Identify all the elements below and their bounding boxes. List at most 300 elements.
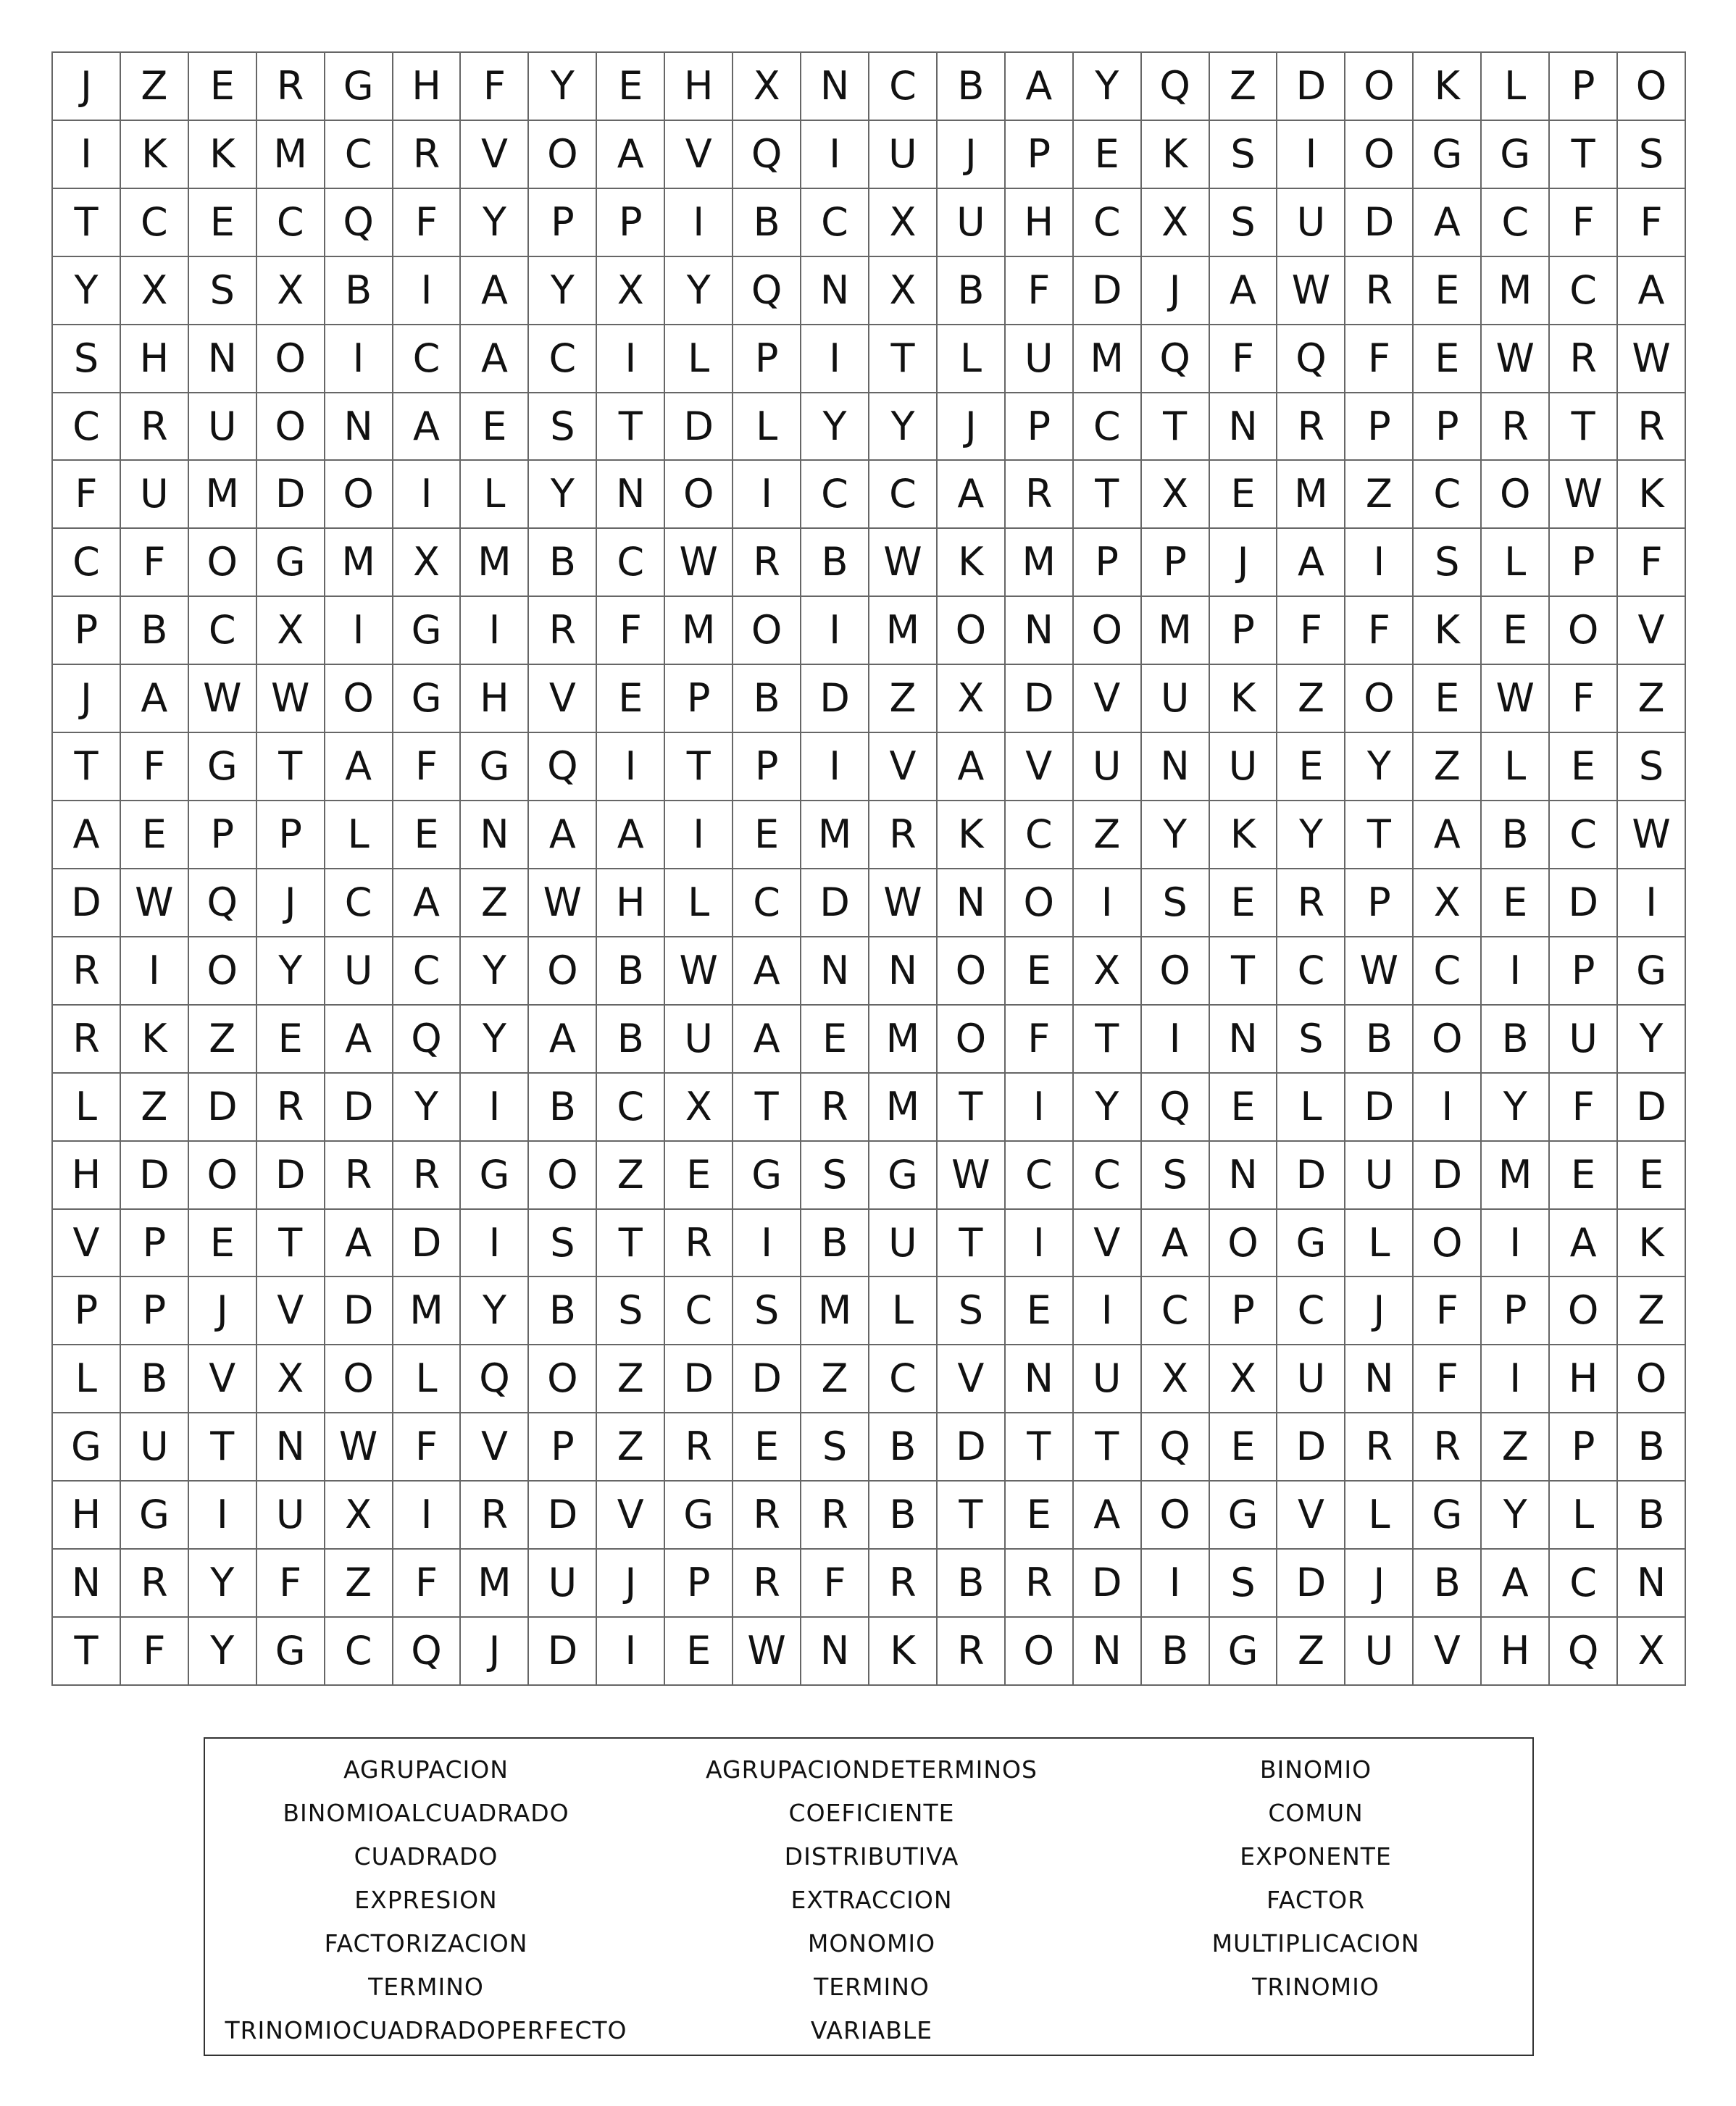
grid-cell[interactable]: U bbox=[121, 461, 189, 529]
grid-cell[interactable]: I bbox=[1345, 529, 1414, 597]
grid-cell[interactable]: Z bbox=[121, 1074, 189, 1142]
grid-cell[interactable]: J bbox=[257, 869, 325, 937]
grid-cell[interactable]: C bbox=[393, 325, 462, 393]
grid-cell[interactable]: Q bbox=[461, 1345, 529, 1413]
grid-cell[interactable]: P bbox=[529, 189, 597, 257]
grid-cell[interactable]: N bbox=[189, 325, 257, 393]
grid-cell[interactable]: O bbox=[529, 937, 597, 1006]
grid-cell[interactable]: O bbox=[938, 597, 1006, 665]
grid-cell[interactable]: C bbox=[1414, 937, 1482, 1006]
grid-cell[interactable]: A bbox=[1414, 189, 1482, 257]
grid-cell[interactable]: Z bbox=[1414, 733, 1482, 801]
grid-cell[interactable]: R bbox=[53, 937, 121, 1006]
grid-cell[interactable]: F bbox=[1618, 529, 1686, 597]
grid-cell[interactable]: Q bbox=[325, 189, 393, 257]
grid-cell[interactable]: B bbox=[121, 597, 189, 665]
grid-cell[interactable]: Y bbox=[461, 937, 529, 1006]
grid-cell[interactable]: Q bbox=[733, 257, 801, 325]
grid-cell[interactable]: S bbox=[1142, 869, 1210, 937]
grid-cell[interactable]: A bbox=[325, 1006, 393, 1074]
grid-cell[interactable]: L bbox=[1550, 1482, 1618, 1550]
grid-cell[interactable]: P bbox=[121, 1210, 189, 1278]
grid-cell[interactable]: S bbox=[529, 393, 597, 461]
grid-cell[interactable]: R bbox=[1550, 325, 1618, 393]
grid-cell[interactable]: C bbox=[1074, 1142, 1142, 1210]
grid-cell[interactable]: O bbox=[938, 937, 1006, 1006]
grid-cell[interactable]: T bbox=[53, 733, 121, 801]
grid-cell[interactable]: F bbox=[1006, 1006, 1074, 1074]
grid-cell[interactable]: N bbox=[461, 801, 529, 869]
grid-cell[interactable]: F bbox=[1414, 1345, 1482, 1413]
grid-cell[interactable]: F bbox=[1345, 597, 1414, 665]
grid-cell[interactable]: B bbox=[938, 53, 1006, 121]
grid-cell[interactable]: I bbox=[1142, 1006, 1210, 1074]
grid-cell[interactable]: G bbox=[1482, 121, 1550, 189]
grid-cell[interactable]: R bbox=[257, 1074, 325, 1142]
grid-cell[interactable]: V bbox=[665, 121, 733, 189]
grid-cell[interactable]: Q bbox=[1142, 1074, 1210, 1142]
grid-cell[interactable]: B bbox=[121, 1345, 189, 1413]
grid-cell[interactable]: O bbox=[1210, 1210, 1278, 1278]
grid-cell[interactable]: D bbox=[1006, 665, 1074, 733]
grid-cell[interactable]: N bbox=[801, 257, 869, 325]
grid-cell[interactable]: I bbox=[189, 1482, 257, 1550]
grid-cell[interactable]: T bbox=[53, 1618, 121, 1686]
grid-cell[interactable]: F bbox=[393, 733, 462, 801]
grid-cell[interactable]: F bbox=[257, 1550, 325, 1618]
grid-cell[interactable]: E bbox=[1210, 461, 1278, 529]
grid-cell[interactable]: H bbox=[665, 53, 733, 121]
grid-cell[interactable]: N bbox=[1210, 1006, 1278, 1074]
grid-cell[interactable]: S bbox=[53, 325, 121, 393]
grid-cell[interactable]: E bbox=[257, 1006, 325, 1074]
grid-cell[interactable]: S bbox=[1142, 1142, 1210, 1210]
grid-cell[interactable]: E bbox=[189, 189, 257, 257]
grid-cell[interactable]: A bbox=[597, 121, 665, 189]
grid-cell[interactable]: B bbox=[869, 1413, 938, 1482]
grid-cell[interactable]: O bbox=[1550, 597, 1618, 665]
grid-cell[interactable]: W bbox=[189, 665, 257, 733]
grid-cell[interactable]: J bbox=[597, 1550, 665, 1618]
grid-cell[interactable]: L bbox=[1277, 1074, 1345, 1142]
grid-cell[interactable]: C bbox=[869, 1345, 938, 1413]
grid-cell[interactable]: G bbox=[1618, 937, 1686, 1006]
grid-cell[interactable]: G bbox=[461, 733, 529, 801]
grid-cell[interactable]: E bbox=[461, 393, 529, 461]
grid-cell[interactable]: B bbox=[801, 529, 869, 597]
grid-cell[interactable]: L bbox=[665, 325, 733, 393]
grid-cell[interactable]: K bbox=[1618, 1210, 1686, 1278]
grid-cell[interactable]: B bbox=[1618, 1482, 1686, 1550]
grid-cell[interactable]: L bbox=[733, 393, 801, 461]
grid-cell[interactable]: V bbox=[189, 1345, 257, 1413]
grid-cell[interactable]: C bbox=[733, 869, 801, 937]
grid-cell[interactable]: F bbox=[1210, 325, 1278, 393]
grid-cell[interactable]: F bbox=[1006, 257, 1074, 325]
grid-cell[interactable]: X bbox=[1142, 461, 1210, 529]
grid-cell[interactable]: P bbox=[1550, 529, 1618, 597]
grid-cell[interactable]: W bbox=[1277, 257, 1345, 325]
grid-cell[interactable]: Z bbox=[801, 1345, 869, 1413]
grid-cell[interactable]: X bbox=[869, 189, 938, 257]
grid-cell[interactable]: R bbox=[1345, 257, 1414, 325]
grid-cell[interactable]: C bbox=[1550, 257, 1618, 325]
grid-cell[interactable]: G bbox=[189, 733, 257, 801]
grid-cell[interactable]: N bbox=[801, 53, 869, 121]
grid-cell[interactable]: L bbox=[938, 325, 1006, 393]
grid-cell[interactable]: C bbox=[801, 461, 869, 529]
grid-cell[interactable]: R bbox=[665, 1210, 733, 1278]
grid-cell[interactable]: B bbox=[597, 937, 665, 1006]
grid-cell[interactable]: A bbox=[1074, 1482, 1142, 1550]
grid-cell[interactable]: D bbox=[665, 393, 733, 461]
grid-cell[interactable]: E bbox=[1006, 937, 1074, 1006]
grid-cell[interactable]: D bbox=[325, 1074, 393, 1142]
grid-cell[interactable]: P bbox=[1006, 393, 1074, 461]
grid-cell[interactable]: Q bbox=[529, 733, 597, 801]
grid-cell[interactable]: T bbox=[938, 1210, 1006, 1278]
grid-cell[interactable]: I bbox=[1074, 1277, 1142, 1345]
grid-cell[interactable]: O bbox=[1006, 1618, 1074, 1686]
grid-cell[interactable]: C bbox=[1414, 461, 1482, 529]
grid-cell[interactable]: O bbox=[1006, 869, 1074, 937]
grid-cell[interactable]: Z bbox=[121, 53, 189, 121]
grid-cell[interactable]: Q bbox=[1142, 1413, 1210, 1482]
grid-cell[interactable]: O bbox=[1414, 1006, 1482, 1074]
grid-cell[interactable]: U bbox=[869, 1210, 938, 1278]
grid-cell[interactable]: F bbox=[1414, 1277, 1482, 1345]
grid-cell[interactable]: H bbox=[121, 325, 189, 393]
grid-cell[interactable]: N bbox=[1006, 1345, 1074, 1413]
grid-cell[interactable]: C bbox=[325, 121, 393, 189]
grid-cell[interactable]: K bbox=[1618, 461, 1686, 529]
grid-cell[interactable]: J bbox=[938, 121, 1006, 189]
grid-cell[interactable]: P bbox=[1482, 1277, 1550, 1345]
grid-cell[interactable]: U bbox=[1074, 1345, 1142, 1413]
grid-cell[interactable]: Y bbox=[869, 393, 938, 461]
grid-cell[interactable]: K bbox=[938, 801, 1006, 869]
grid-cell[interactable]: K bbox=[1210, 801, 1278, 869]
grid-cell[interactable]: B bbox=[733, 665, 801, 733]
grid-cell[interactable]: E bbox=[1414, 257, 1482, 325]
grid-cell[interactable]: O bbox=[529, 121, 597, 189]
grid-cell[interactable]: W bbox=[1345, 937, 1414, 1006]
grid-cell[interactable]: B bbox=[529, 1074, 597, 1142]
grid-cell[interactable]: P bbox=[1345, 393, 1414, 461]
grid-cell[interactable]: X bbox=[121, 257, 189, 325]
grid-cell[interactable]: H bbox=[53, 1482, 121, 1550]
grid-cell[interactable]: Z bbox=[1482, 1413, 1550, 1482]
grid-cell[interactable]: E bbox=[1210, 1074, 1278, 1142]
grid-cell[interactable]: D bbox=[393, 1210, 462, 1278]
grid-cell[interactable]: T bbox=[869, 325, 938, 393]
grid-cell[interactable]: O bbox=[325, 665, 393, 733]
grid-cell[interactable]: U bbox=[189, 393, 257, 461]
grid-cell[interactable]: D bbox=[529, 1618, 597, 1686]
grid-cell[interactable]: A bbox=[53, 801, 121, 869]
grid-cell[interactable]: O bbox=[1345, 53, 1414, 121]
grid-cell[interactable]: P bbox=[1210, 597, 1278, 665]
grid-cell[interactable]: M bbox=[257, 121, 325, 189]
grid-cell[interactable]: S bbox=[801, 1142, 869, 1210]
grid-cell[interactable]: V bbox=[1074, 665, 1142, 733]
grid-cell[interactable]: P bbox=[1550, 1413, 1618, 1482]
grid-cell[interactable]: Z bbox=[1210, 53, 1278, 121]
grid-cell[interactable]: W bbox=[869, 529, 938, 597]
grid-cell[interactable]: M bbox=[1277, 461, 1345, 529]
grid-cell[interactable]: O bbox=[325, 461, 393, 529]
grid-cell[interactable]: A bbox=[1414, 801, 1482, 869]
grid-cell[interactable]: Y bbox=[1142, 801, 1210, 869]
grid-cell[interactable]: K bbox=[1414, 53, 1482, 121]
grid-cell[interactable]: E bbox=[1618, 1142, 1686, 1210]
grid-cell[interactable]: F bbox=[121, 529, 189, 597]
grid-cell[interactable]: R bbox=[121, 1550, 189, 1618]
grid-cell[interactable]: A bbox=[733, 937, 801, 1006]
grid-cell[interactable]: M bbox=[461, 529, 529, 597]
grid-cell[interactable]: E bbox=[1414, 325, 1482, 393]
grid-cell[interactable]: M bbox=[1142, 597, 1210, 665]
grid-cell[interactable]: R bbox=[869, 801, 938, 869]
grid-cell[interactable]: O bbox=[1550, 1277, 1618, 1345]
grid-cell[interactable]: A bbox=[1142, 1210, 1210, 1278]
grid-cell[interactable]: Q bbox=[189, 869, 257, 937]
grid-cell[interactable]: X bbox=[257, 1345, 325, 1413]
grid-cell[interactable]: I bbox=[597, 1618, 665, 1686]
grid-cell[interactable]: T bbox=[1345, 801, 1414, 869]
grid-cell[interactable]: P bbox=[1142, 529, 1210, 597]
grid-cell[interactable]: V bbox=[869, 733, 938, 801]
grid-cell[interactable]: A bbox=[1618, 257, 1686, 325]
grid-cell[interactable]: I bbox=[1277, 121, 1345, 189]
grid-cell[interactable]: T bbox=[938, 1074, 1006, 1142]
grid-cell[interactable]: E bbox=[597, 665, 665, 733]
grid-cell[interactable]: D bbox=[257, 1142, 325, 1210]
grid-cell[interactable]: M bbox=[665, 597, 733, 665]
grid-cell[interactable]: E bbox=[597, 53, 665, 121]
grid-cell[interactable]: W bbox=[665, 937, 733, 1006]
grid-cell[interactable]: E bbox=[1482, 597, 1550, 665]
grid-cell[interactable]: G bbox=[733, 1142, 801, 1210]
grid-cell[interactable]: F bbox=[393, 1550, 462, 1618]
grid-cell[interactable]: L bbox=[1482, 733, 1550, 801]
grid-cell[interactable]: E bbox=[665, 1142, 733, 1210]
grid-cell[interactable]: W bbox=[665, 529, 733, 597]
grid-cell[interactable]: R bbox=[325, 1142, 393, 1210]
grid-cell[interactable]: D bbox=[1074, 1550, 1142, 1618]
grid-cell[interactable]: D bbox=[665, 1345, 733, 1413]
grid-cell[interactable]: A bbox=[325, 1210, 393, 1278]
grid-cell[interactable]: C bbox=[53, 393, 121, 461]
grid-cell[interactable]: C bbox=[121, 189, 189, 257]
grid-cell[interactable]: D bbox=[1414, 1142, 1482, 1210]
grid-cell[interactable]: J bbox=[1345, 1277, 1414, 1345]
grid-cell[interactable]: G bbox=[1414, 1482, 1482, 1550]
grid-cell[interactable]: R bbox=[529, 597, 597, 665]
grid-cell[interactable]: Z bbox=[869, 665, 938, 733]
grid-cell[interactable]: R bbox=[393, 1142, 462, 1210]
grid-cell[interactable]: K bbox=[1414, 597, 1482, 665]
grid-cell[interactable]: E bbox=[1550, 1142, 1618, 1210]
grid-cell[interactable]: L bbox=[1345, 1210, 1414, 1278]
grid-cell[interactable]: Z bbox=[325, 1550, 393, 1618]
grid-cell[interactable]: E bbox=[1210, 1413, 1278, 1482]
grid-cell[interactable]: B bbox=[801, 1210, 869, 1278]
grid-cell[interactable]: P bbox=[1550, 53, 1618, 121]
grid-cell[interactable]: J bbox=[53, 665, 121, 733]
grid-cell[interactable]: R bbox=[1618, 393, 1686, 461]
grid-cell[interactable]: Z bbox=[189, 1006, 257, 1074]
grid-cell[interactable]: J bbox=[189, 1277, 257, 1345]
grid-cell[interactable]: B bbox=[1482, 1006, 1550, 1074]
grid-cell[interactable]: T bbox=[1006, 1413, 1074, 1482]
grid-cell[interactable]: S bbox=[1618, 121, 1686, 189]
grid-cell[interactable]: C bbox=[665, 1277, 733, 1345]
grid-cell[interactable]: D bbox=[801, 665, 869, 733]
grid-cell[interactable]: E bbox=[665, 1618, 733, 1686]
grid-cell[interactable]: O bbox=[1482, 461, 1550, 529]
grid-cell[interactable]: D bbox=[1277, 1550, 1345, 1618]
grid-cell[interactable]: O bbox=[938, 1006, 1006, 1074]
grid-cell[interactable]: Z bbox=[1277, 665, 1345, 733]
grid-cell[interactable]: M bbox=[1006, 529, 1074, 597]
grid-cell[interactable]: P bbox=[1074, 529, 1142, 597]
grid-cell[interactable]: I bbox=[801, 733, 869, 801]
grid-cell[interactable]: D bbox=[325, 1277, 393, 1345]
grid-cell[interactable]: F bbox=[121, 1618, 189, 1686]
grid-cell[interactable]: X bbox=[665, 1074, 733, 1142]
grid-cell[interactable]: R bbox=[257, 53, 325, 121]
grid-cell[interactable]: N bbox=[257, 1413, 325, 1482]
grid-cell[interactable]: X bbox=[1618, 1618, 1686, 1686]
grid-cell[interactable]: Q bbox=[393, 1618, 462, 1686]
grid-cell[interactable]: X bbox=[733, 53, 801, 121]
grid-cell[interactable]: S bbox=[938, 1277, 1006, 1345]
grid-cell[interactable]: Y bbox=[801, 393, 869, 461]
grid-cell[interactable]: L bbox=[665, 869, 733, 937]
grid-cell[interactable]: W bbox=[1550, 461, 1618, 529]
grid-cell[interactable]: S bbox=[733, 1277, 801, 1345]
grid-cell[interactable]: V bbox=[257, 1277, 325, 1345]
grid-cell[interactable]: W bbox=[733, 1618, 801, 1686]
grid-cell[interactable]: T bbox=[733, 1074, 801, 1142]
grid-cell[interactable]: G bbox=[393, 597, 462, 665]
grid-cell[interactable]: X bbox=[1142, 1345, 1210, 1413]
grid-cell[interactable]: S bbox=[189, 257, 257, 325]
grid-cell[interactable]: I bbox=[393, 257, 462, 325]
grid-cell[interactable]: Y bbox=[461, 1006, 529, 1074]
grid-cell[interactable]: U bbox=[1277, 189, 1345, 257]
grid-cell[interactable]: I bbox=[121, 937, 189, 1006]
grid-cell[interactable]: O bbox=[189, 529, 257, 597]
grid-cell[interactable]: N bbox=[801, 1618, 869, 1686]
grid-cell[interactable]: B bbox=[1345, 1006, 1414, 1074]
grid-cell[interactable]: M bbox=[325, 529, 393, 597]
grid-cell[interactable]: Y bbox=[1074, 53, 1142, 121]
grid-cell[interactable]: O bbox=[733, 597, 801, 665]
grid-cell[interactable]: Z bbox=[597, 1142, 665, 1210]
grid-cell[interactable]: T bbox=[53, 189, 121, 257]
grid-cell[interactable]: I bbox=[801, 121, 869, 189]
grid-cell[interactable]: R bbox=[1006, 461, 1074, 529]
grid-cell[interactable]: G bbox=[257, 1618, 325, 1686]
grid-cell[interactable]: W bbox=[1618, 325, 1686, 393]
grid-cell[interactable]: M bbox=[801, 1277, 869, 1345]
grid-cell[interactable]: T bbox=[597, 1210, 665, 1278]
grid-cell[interactable]: G bbox=[325, 53, 393, 121]
grid-cell[interactable]: C bbox=[1550, 801, 1618, 869]
grid-cell[interactable]: B bbox=[733, 189, 801, 257]
grid-cell[interactable]: N bbox=[869, 937, 938, 1006]
grid-cell[interactable]: P bbox=[733, 733, 801, 801]
grid-cell[interactable]: X bbox=[869, 257, 938, 325]
grid-cell[interactable]: E bbox=[1210, 869, 1278, 937]
grid-cell[interactable]: R bbox=[1277, 869, 1345, 937]
grid-cell[interactable]: F bbox=[393, 1413, 462, 1482]
grid-cell[interactable]: Y bbox=[189, 1618, 257, 1686]
grid-cell[interactable]: T bbox=[938, 1482, 1006, 1550]
grid-cell[interactable]: G bbox=[461, 1142, 529, 1210]
grid-cell[interactable]: K bbox=[938, 529, 1006, 597]
grid-cell[interactable]: P bbox=[121, 1277, 189, 1345]
grid-cell[interactable]: A bbox=[938, 733, 1006, 801]
grid-cell[interactable]: R bbox=[461, 1482, 529, 1550]
grid-cell[interactable]: D bbox=[938, 1413, 1006, 1482]
grid-cell[interactable]: O bbox=[665, 461, 733, 529]
grid-cell[interactable]: G bbox=[121, 1482, 189, 1550]
grid-cell[interactable]: F bbox=[461, 53, 529, 121]
grid-cell[interactable]: J bbox=[938, 393, 1006, 461]
grid-cell[interactable]: S bbox=[529, 1210, 597, 1278]
grid-cell[interactable]: B bbox=[325, 257, 393, 325]
grid-cell[interactable]: D bbox=[53, 869, 121, 937]
grid-cell[interactable]: T bbox=[1074, 1413, 1142, 1482]
grid-cell[interactable]: R bbox=[733, 529, 801, 597]
grid-cell[interactable]: L bbox=[53, 1074, 121, 1142]
grid-cell[interactable]: I bbox=[1074, 869, 1142, 937]
grid-cell[interactable]: A bbox=[938, 461, 1006, 529]
grid-cell[interactable]: S bbox=[801, 1413, 869, 1482]
grid-cell[interactable]: J bbox=[461, 1618, 529, 1686]
grid-cell[interactable]: F bbox=[1618, 189, 1686, 257]
grid-cell[interactable]: O bbox=[1345, 665, 1414, 733]
grid-cell[interactable]: D bbox=[1550, 869, 1618, 937]
grid-cell[interactable]: I bbox=[325, 597, 393, 665]
grid-cell[interactable]: K bbox=[1210, 665, 1278, 733]
grid-cell[interactable]: W bbox=[1618, 801, 1686, 869]
grid-cell[interactable]: R bbox=[121, 393, 189, 461]
grid-cell[interactable]: I bbox=[801, 597, 869, 665]
grid-cell[interactable]: N bbox=[1345, 1345, 1414, 1413]
grid-cell[interactable]: C bbox=[801, 189, 869, 257]
grid-cell[interactable]: E bbox=[1074, 121, 1142, 189]
grid-cell[interactable]: S bbox=[1210, 1550, 1278, 1618]
grid-cell[interactable]: C bbox=[1006, 801, 1074, 869]
grid-cell[interactable]: M bbox=[869, 597, 938, 665]
grid-cell[interactable]: A bbox=[1277, 529, 1345, 597]
grid-cell[interactable]: P bbox=[189, 801, 257, 869]
grid-cell[interactable]: G bbox=[1414, 121, 1482, 189]
grid-cell[interactable]: M bbox=[461, 1550, 529, 1618]
grid-cell[interactable]: R bbox=[53, 1006, 121, 1074]
grid-cell[interactable]: P bbox=[1006, 121, 1074, 189]
grid-cell[interactable]: I bbox=[1006, 1210, 1074, 1278]
grid-cell[interactable]: X bbox=[393, 529, 462, 597]
grid-cell[interactable]: R bbox=[1006, 1550, 1074, 1618]
grid-cell[interactable]: Y bbox=[461, 189, 529, 257]
grid-cell[interactable]: R bbox=[1345, 1413, 1414, 1482]
grid-cell[interactable]: Y bbox=[1618, 1006, 1686, 1074]
